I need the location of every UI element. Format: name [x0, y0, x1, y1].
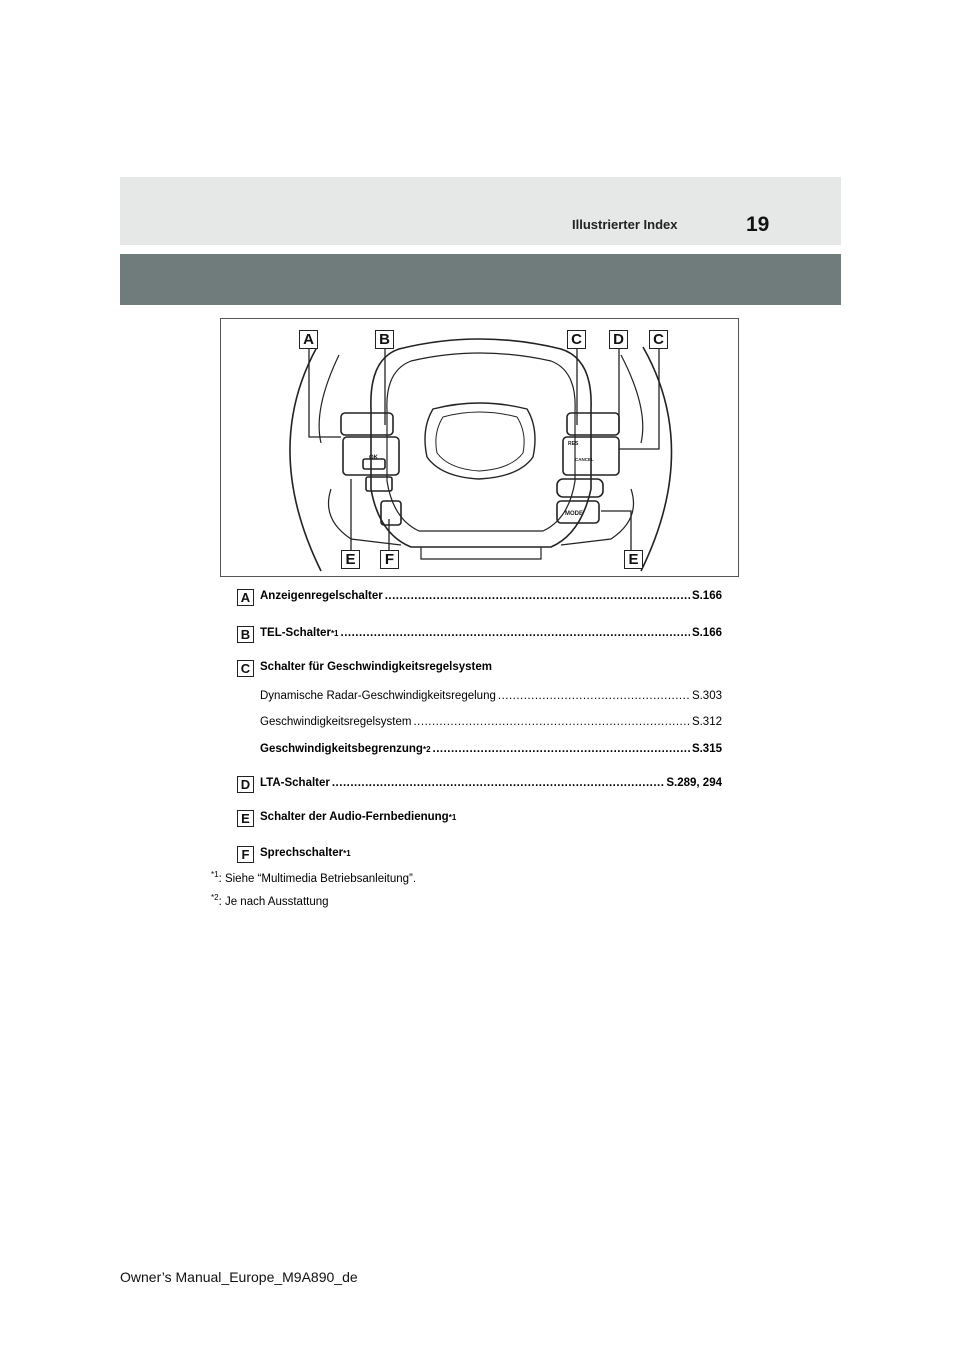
entry-badge: A [237, 589, 254, 606]
entry-badge: B [237, 626, 254, 643]
svg-text:RES: RES [568, 441, 579, 447]
callout-c-2: C [649, 330, 668, 349]
index-entry-e: E Schalter der Audio-Fernbedienung *1 [237, 810, 722, 830]
entry-badge: E [237, 810, 254, 827]
entry-label: Schalter für Geschwindigkeitsregelsystem [260, 661, 493, 673]
entry-page-ref: S.166 [691, 590, 722, 602]
section-title: Illustrierter Index [572, 217, 678, 232]
sub-entry-page-ref: S.303 [691, 690, 722, 702]
leader-dots [385, 590, 690, 602]
entry-label: Schalter der Audio-Fernbedienung [260, 811, 449, 823]
section-bar [120, 254, 841, 305]
sub-entry-label: Dynamische Radar-Geschwindigkeitsregelung [260, 690, 496, 702]
sub-entry [260, 716, 722, 732]
entry-label: Sprechschalter [260, 847, 344, 859]
sub-entry-label: Geschwindigkeitsregelsystem [260, 716, 412, 728]
entry-page-ref: S.166 [691, 627, 722, 639]
footnote-2 [211, 893, 329, 908]
header-band [120, 177, 841, 245]
callout-a: A [299, 330, 318, 349]
footnote-mark: *2 [211, 893, 219, 903]
index-entry-f: F Sprechschalter *1 [237, 846, 722, 866]
svg-text:OK: OK [369, 455, 378, 461]
footnote-text: : Siehe “Multimedia Betriebsanleitung”. [218, 873, 417, 885]
svg-text:CANCEL: CANCEL [575, 457, 594, 462]
leader-dots [498, 690, 690, 702]
entry-page-ref: S.289, 294 [666, 777, 722, 789]
entry-badge: D [237, 776, 254, 793]
leader-dots [332, 777, 665, 789]
document-footer: Owner’s Manual_Europe_M9A890_de [120, 1269, 358, 1285]
sub-entry-page-ref: S.315 [691, 743, 722, 755]
callout-d: D [609, 330, 628, 349]
page-number: 19 [746, 213, 770, 236]
entry-badge: F [237, 846, 254, 863]
index-entry-a [237, 589, 722, 609]
leader-dots [433, 743, 690, 755]
callout-f: F [380, 550, 399, 569]
callout-b: B [375, 330, 394, 349]
leader-dots [341, 627, 690, 639]
callout-c: C [567, 330, 586, 349]
sub-entry-page-ref: S.312 [691, 716, 722, 728]
entry-badge: C [237, 660, 254, 677]
callout-e: E [341, 550, 360, 569]
index-entry-d [237, 776, 722, 796]
callout-e-2: E [624, 550, 643, 569]
footnote-1 [211, 870, 417, 885]
sub-entry: Geschwindigkeitsbegrenzung *2 ..... S.315 [260, 743, 722, 759]
index-entry-b: B TEL-Schalter *1 ..... S.166 [237, 626, 722, 646]
leader-dots [413, 716, 689, 728]
steering-wheel-figure [220, 318, 739, 577]
footnote-text: : Je nach Ausstattung [218, 896, 329, 908]
index-entry-c [237, 660, 722, 680]
svg-text:MODE: MODE [565, 511, 583, 517]
entry-label: TEL-Schalter [260, 627, 331, 639]
sub-entry [260, 690, 722, 706]
steering-wheel-illustration [221, 319, 740, 578]
entry-label: LTA-Schalter [260, 777, 330, 789]
sub-entry-label: Geschwindigkeitsbegrenzung [260, 743, 423, 755]
footnote-mark: *1 [211, 870, 219, 880]
entry-label: Anzeigenregelschalter [260, 590, 383, 602]
